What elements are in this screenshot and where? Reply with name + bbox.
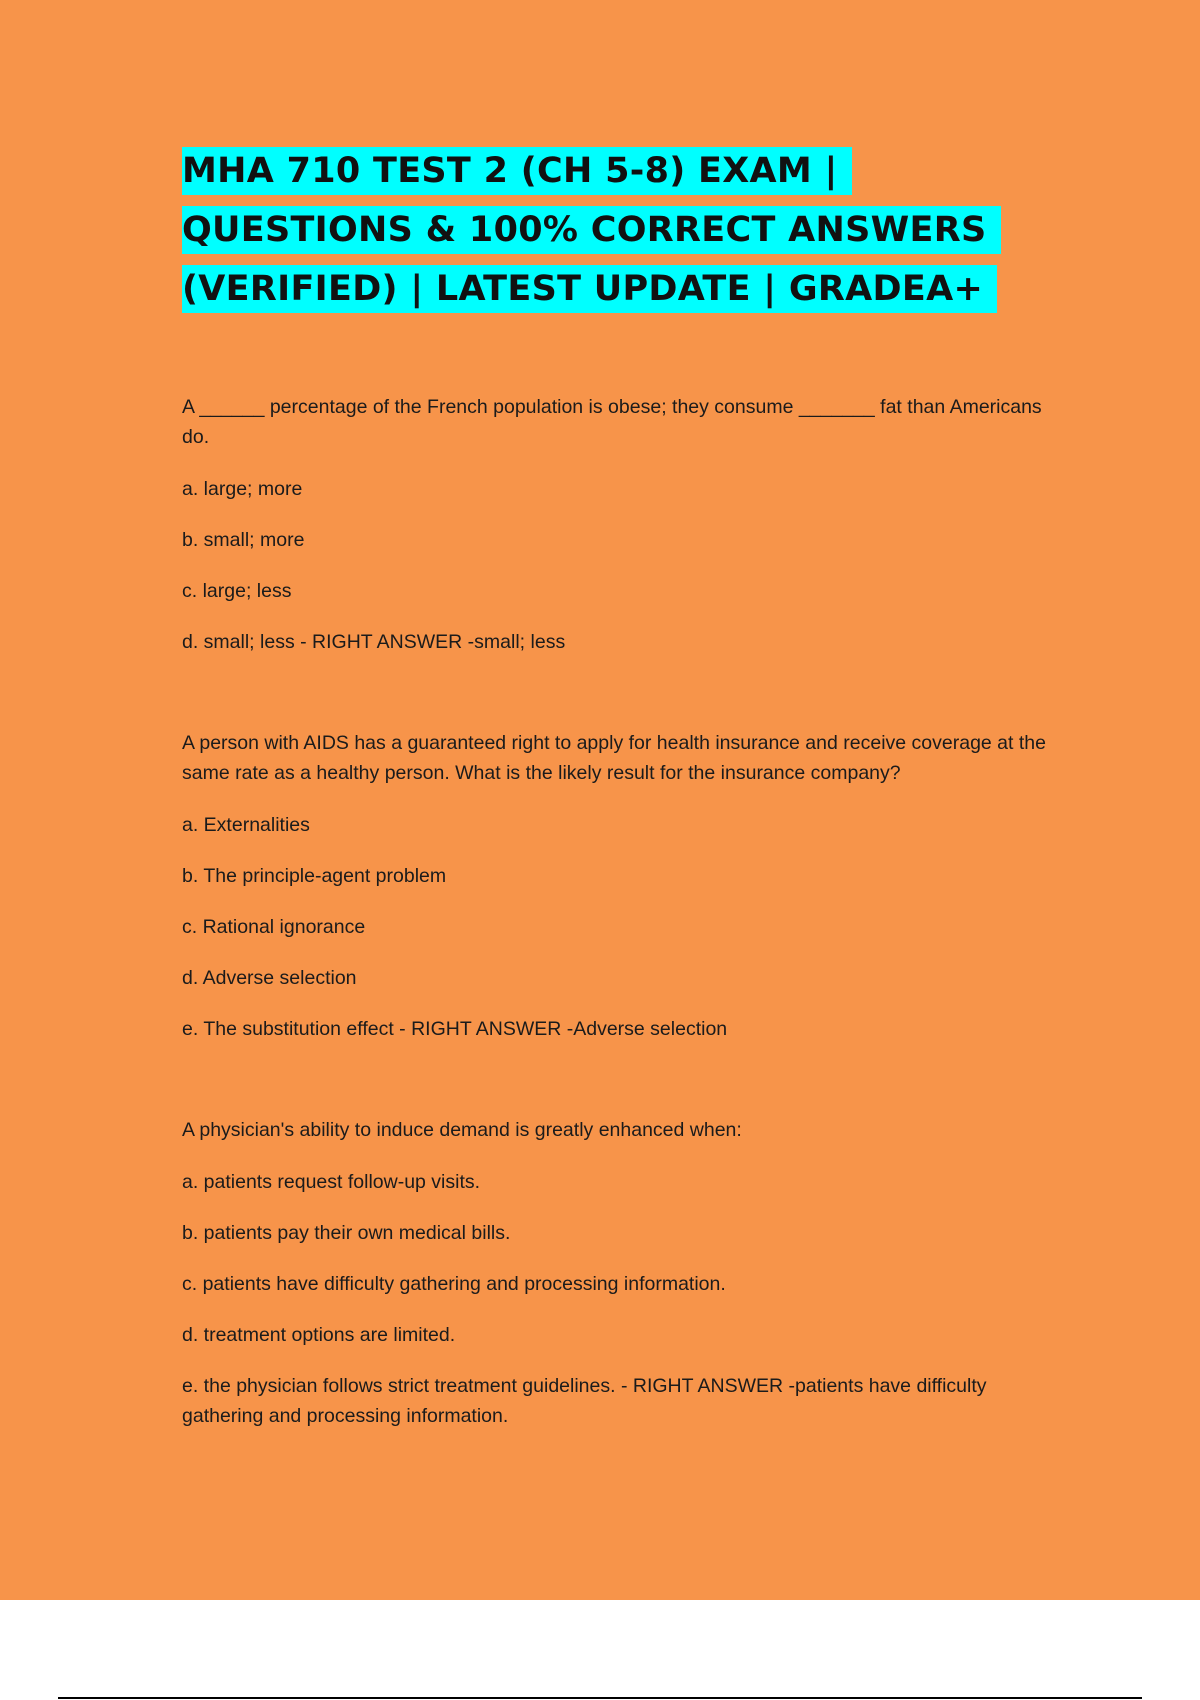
answer-option: a. patients request follow-up visits. bbox=[182, 1171, 481, 1193]
question-prompt: A physician's ability to induce demand is greatly enhanced when: bbox=[182, 1119, 742, 1141]
answer-option: c. patients have difficulty gathering and processing information. bbox=[182, 1273, 726, 1295]
answer-option: d. Adverse selection bbox=[182, 967, 357, 989]
answer-option: e. The substitution effect - RIGHT ANSWER -Adverse selection bbox=[182, 1018, 728, 1040]
title-line: QUESTIONS & 100% CORRECT ANSWERS bbox=[182, 203, 1062, 257]
questions-content bbox=[182, 392, 1062, 1452]
title-line: MHA 710 TEST 2 (CH 5-8) EXAM | bbox=[182, 144, 1062, 198]
answer-option: c. large; less bbox=[182, 580, 292, 602]
block-spacer bbox=[182, 1065, 1062, 1115]
answer-option: a. large; more bbox=[182, 478, 303, 500]
question-prompt: A person with AIDS has a guaranteed right to apply for health insurance and receive coverage at the same rate as a healthy person. What is the likely result for the insurance company? bbox=[182, 732, 1046, 784]
title-line: (VERIFIED) | LATEST UPDATE | GRADEA+ bbox=[182, 262, 1062, 316]
footer-divider bbox=[58, 1697, 1142, 1699]
answer-option: c. Rational ignorance bbox=[182, 916, 366, 938]
question-block bbox=[182, 728, 1062, 1044]
answer-option: b. small; more bbox=[182, 529, 305, 551]
question-block bbox=[182, 392, 1062, 657]
answer-option: d. small; less - RIGHT ANSWER -small; less bbox=[182, 631, 566, 653]
answer-option: b. The principle-agent problem bbox=[182, 865, 447, 887]
block-spacer bbox=[182, 678, 1062, 728]
answer-option: a. Externalities bbox=[182, 814, 310, 836]
question-prompt: A ______ percentage of the French population is obese; they consume _______ fat than Americans do. bbox=[182, 396, 1042, 448]
document-title bbox=[182, 144, 1062, 321]
answer-option: e. the physician follows strict treatment guidelines. - RIGHT ANSWER -patients have difficulty gathering and processing information. bbox=[182, 1375, 987, 1427]
answer-option: b. patients pay their own medical bills. bbox=[182, 1222, 511, 1244]
question-block bbox=[182, 1115, 1062, 1431]
answer-option: d. treatment options are limited. bbox=[182, 1324, 456, 1346]
